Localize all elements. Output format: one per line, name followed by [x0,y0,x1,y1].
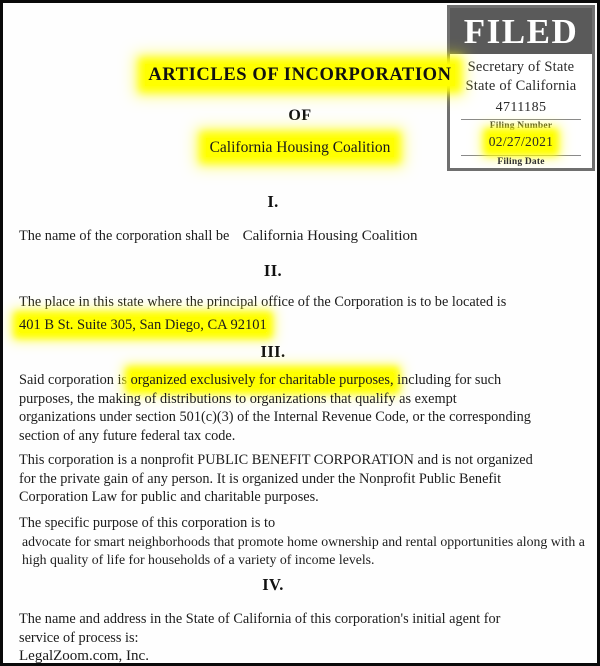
section-three-purpose-body: advocate for smart neighborhoods that promote home ownership and rental opportunities along with a high quality of life for households of a variety of income levels. [22,534,585,567]
section-four-paragraph: The name and address in the State of California of this corporation's initial agent for service of process is: [19,611,501,646]
section-three-paragraph-one [19,371,535,445]
section-one-text-before: The name of the corporation shall be [19,228,230,244]
document-title [3,65,597,86]
section-three-paragraph-two: This corporation is a nonprofit PUBLIC BENEFIT CORPORATION and is not organized for the private gain of any person. It is organized under the Nonprofit Public Benefit Corporation Law for public and charitable purposes. [19,452,533,505]
section-three-purpose-lead: The specific purpose of this corporation is to [19,515,276,531]
section-one-corporation-name: California Housing Coalition [242,228,418,244]
section-two-numeral: II. [263,261,283,280]
section-two-line-one: The place in this state where the principal office of the Corporation is to be located is [19,294,507,310]
section-two-paragraph [19,293,535,334]
of-text: OF [288,107,312,124]
filing-date-caption: Filing Date [497,156,545,167]
filing-number-caption: Filing Number [489,120,553,131]
principal-office-address: 401 B St. Suite 305, San Diego, CA 92101 [19,316,267,333]
section-one-paragraph [19,227,535,246]
secretary-of-state-line: Secretary of State [467,59,575,75]
company-name-text: California Housing Coalition [206,138,395,157]
section-four-numeral: IV. [262,575,284,594]
charitable-purpose-text-after: including for such purposes, the making of distributions to organizations that qualify as exempt organizations under section 501(c)(3) of the Internal Revenue Code, or the corresponding section of any future federal tax code. [19,372,531,444]
filed-label: FILED [463,11,579,51]
filing-number-value: 4711185 [495,99,547,115]
document-company-name [3,139,597,157]
filed-stamp-header [450,8,592,54]
charitable-purpose-highlight: organized exclusively for charitable purposes, [130,372,394,388]
filing-date-value: 02/27/2021 [488,133,554,149]
document-sheet [3,3,597,663]
document-title-text: ARTICLES OF INCORPORATION [145,64,454,86]
section-two-address-row [19,316,535,335]
registered-agent-name: LegalZoom.com, Inc. [19,648,149,664]
document-of-label [3,107,597,125]
section-one-numeral: I. [267,192,279,211]
charitable-purpose-text-before: Said corporation is [19,372,131,388]
section-three-numeral: III. [260,342,286,361]
state-of-california-line: State of California [465,78,577,95]
